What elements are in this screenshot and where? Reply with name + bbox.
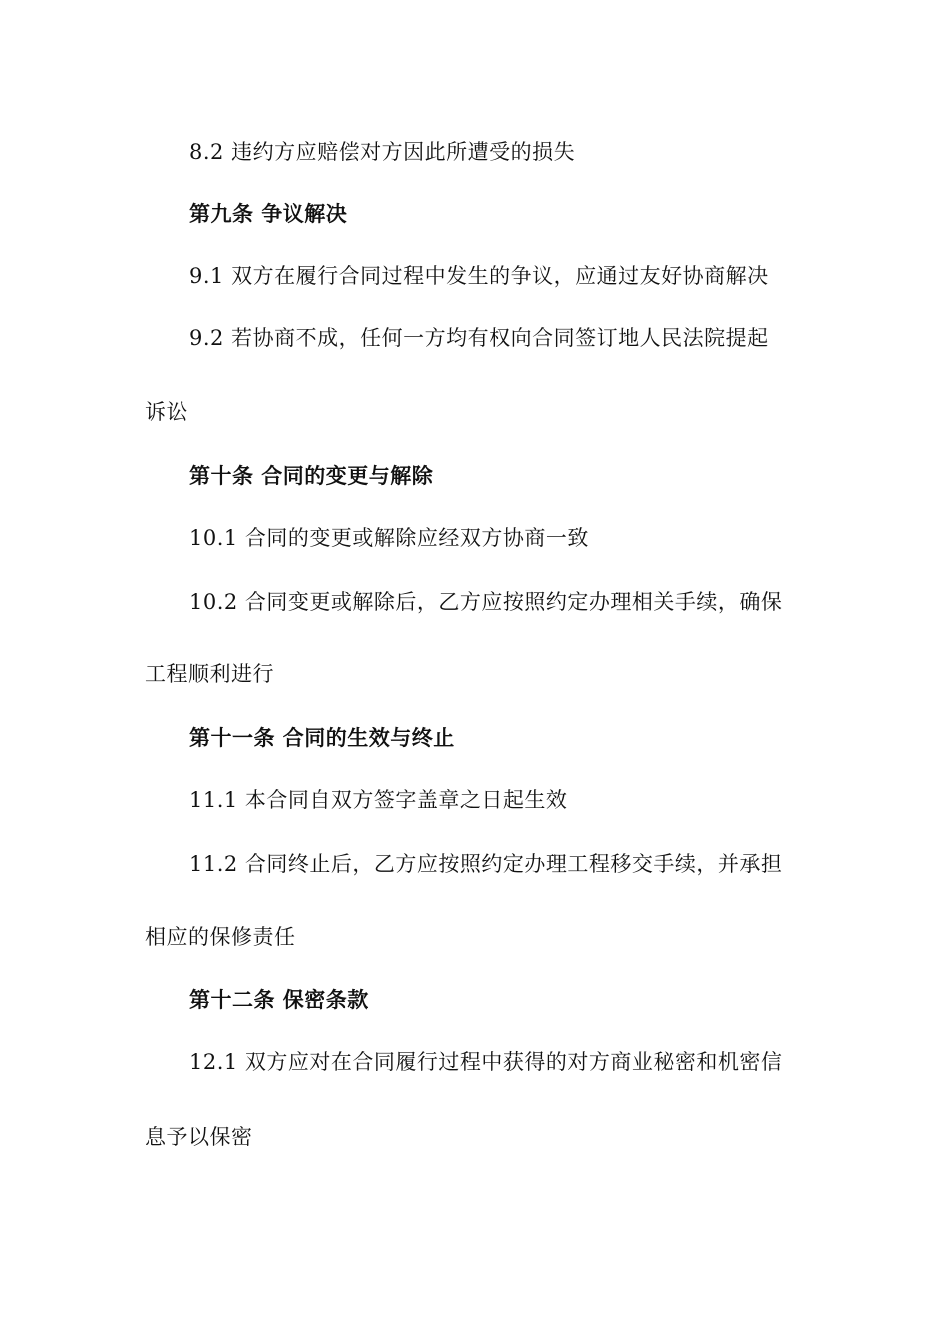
clause-9-2: 9.2 若协商不成，任何一方均有权向合同签订地人民法院提起 bbox=[189, 326, 769, 350]
clause-11-1: 11.1 本合同自双方签字盖章之日起生效 bbox=[189, 788, 568, 812]
article-9-heading: 第九条 争议解决 bbox=[189, 202, 348, 226]
clause-10-2: 10.2 合同变更或解除后，乙方应按照约定办理相关手续，确保 bbox=[189, 590, 783, 614]
clause-8-2: 8.2 违约方应赔偿对方因此所遭受的损失 bbox=[189, 140, 576, 164]
clause-12-1: 12.1 双方应对在合同履行过程中获得的对方商业秘密和机密信 bbox=[189, 1050, 783, 1074]
article-10-heading: 第十条 合同的变更与解除 bbox=[189, 464, 434, 488]
clause-10-1: 10.1 合同的变更或解除应经双方协商一致 bbox=[189, 526, 589, 550]
clause-9-2-continued: 诉讼 bbox=[145, 400, 188, 424]
article-12-heading: 第十二条 保密条款 bbox=[189, 988, 369, 1012]
clause-11-2-continued: 相应的保修责任 bbox=[145, 925, 296, 949]
clause-11-2: 11.2 合同终止后，乙方应按照约定办理工程移交手续，并承担 bbox=[189, 852, 783, 876]
clause-10-2-continued: 工程顺利进行 bbox=[145, 662, 274, 686]
article-11-heading: 第十一条 合同的生效与终止 bbox=[189, 726, 455, 750]
clause-12-1-continued: 息予以保密 bbox=[145, 1125, 253, 1149]
clause-9-1: 9.1 双方在履行合同过程中发生的争议，应通过友好协商解决 bbox=[189, 264, 769, 288]
